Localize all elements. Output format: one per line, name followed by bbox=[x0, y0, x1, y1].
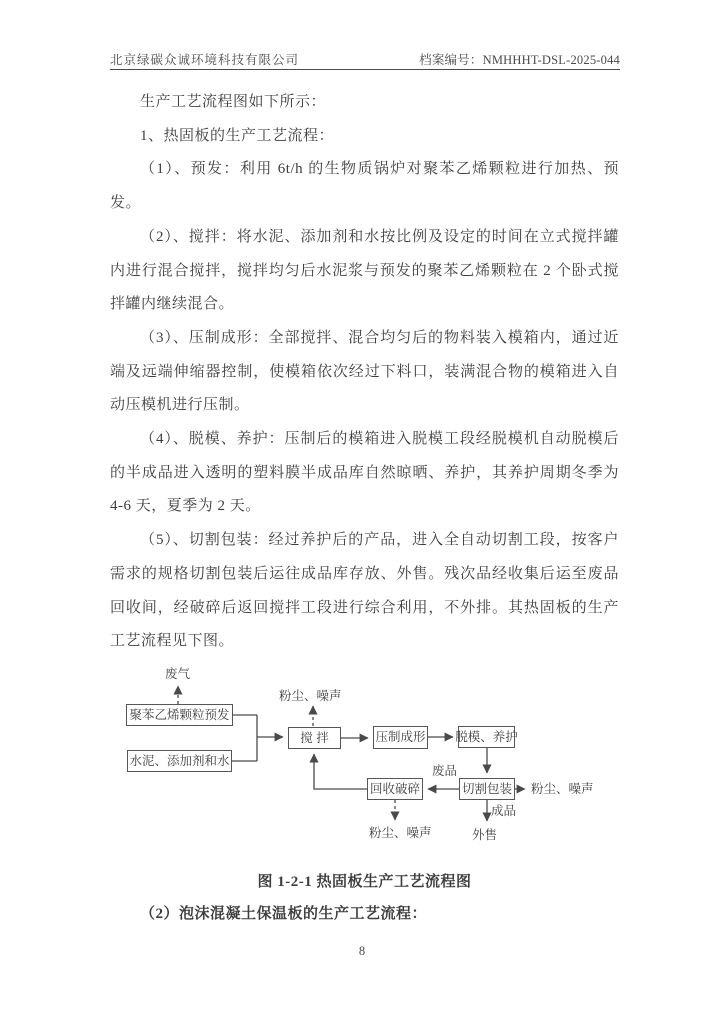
label-dust-noise-mixing: 粉尘、噪声 bbox=[279, 688, 342, 703]
node-cutting-packing: 切割包装 bbox=[459, 778, 515, 800]
header-file-number: 档案编号：NMHHHT-DSL-2025-044 bbox=[419, 53, 620, 67]
node-cement-additive-water: 水泥、添加剂和水 bbox=[127, 750, 232, 772]
node-recycle-crushing: 回收破碎 bbox=[367, 778, 423, 800]
header-rule bbox=[110, 69, 620, 70]
body-paragraph-step4: （4）、脱模、养护：压制后的模箱进入脱模工段经脱模机自动脱模后的半成品进入透明的塑料膜半成品库自然晾晒、养护，其养护周期冬季为 4-6 天，夏季为 2 天。 bbox=[110, 431, 619, 515]
node-mixing: 搅 拌 bbox=[288, 727, 341, 749]
document-body bbox=[110, 86, 619, 931]
body-paragraph-step3: （3）、压制成形：全部搅拌、混合均匀后的物料装入模箱内，通过近端及远端伸缩器控制，使模箱依次经过下料口，装满混合物的模箱进入自动压模机进行压制。 bbox=[110, 329, 619, 414]
header-company-name: 北京绿碳众诚环境科技有限公司 bbox=[110, 53, 300, 67]
label-dust-noise-cutting: 粉尘、噪声 bbox=[531, 781, 594, 796]
page-header bbox=[110, 50, 620, 68]
figure-caption: 图 1-2-1 热固板生产工艺流程图 bbox=[257, 873, 472, 890]
node-demold-curing: 脱模、养护 bbox=[458, 726, 515, 748]
node-pre-expansion: 聚苯乙烯颗粒预发 bbox=[126, 704, 233, 726]
body-paragraph-intro: 生产工艺流程图如下所示： bbox=[140, 94, 327, 110]
process-flowchart bbox=[100, 655, 640, 855]
body-paragraph-step2: （2）、搅拌：将水泥、添加剂和水按比例及设定的时间在立式搅拌罐内进行混合搅拌，搅拌均匀后水泥浆与预发的聚苯乙烯颗粒在 2 个卧式搅拌罐内继续混合。 bbox=[110, 228, 619, 313]
body-paragraph-heading: 1、热固板的生产工艺流程： bbox=[140, 127, 335, 144]
label-waste-gas: 废气 bbox=[165, 666, 191, 681]
page-number: 8 bbox=[358, 944, 366, 958]
label-finished-product: 成品 bbox=[491, 803, 517, 818]
label-dust-noise-recycle: 粉尘、噪声 bbox=[369, 825, 432, 840]
label-sale: 外售 bbox=[472, 827, 498, 842]
body-paragraph-step5: （5）、切割包装：经过养护后的产品，进入全自动切割工段，按客户需求的规格切割包装后运往成品库存放、外售。残次品经收集后运至废品回收间，经破碎后返回搅拌工段进行综合利用，不外排。其热固板的生产工艺流程见下图。 bbox=[110, 532, 619, 650]
body-paragraph-step1: （1）、预发：利用 6t/h 的生物质锅炉对聚苯乙烯颗粒进行加热、预发。 bbox=[110, 161, 619, 212]
subheading-foam-concrete: （2）泡沫混凝土保温板的生产工艺流程： bbox=[140, 905, 428, 922]
label-scrap: 废品 bbox=[432, 763, 458, 778]
node-press-forming: 压制成形 bbox=[373, 726, 428, 749]
